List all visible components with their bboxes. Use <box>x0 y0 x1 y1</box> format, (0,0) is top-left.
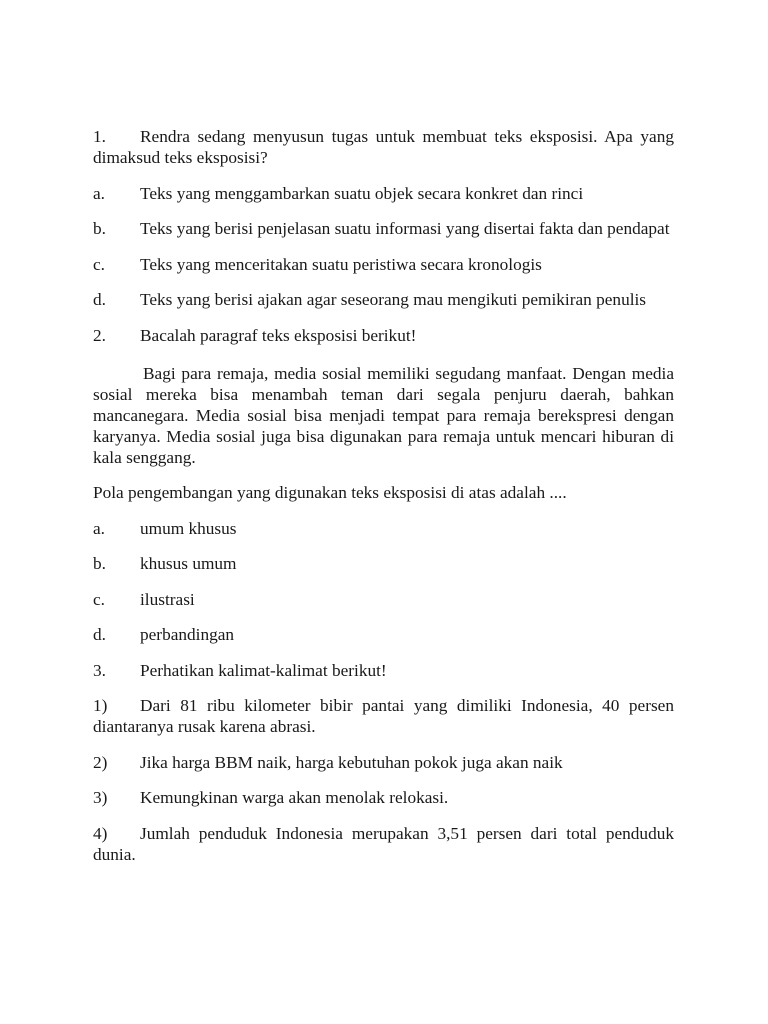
document-page <box>93 126 674 879</box>
question-1-option-d <box>93 289 674 310</box>
option-label: c. <box>93 254 105 274</box>
question-1-option-b <box>93 218 674 239</box>
item-label: 2) <box>93 752 108 772</box>
option-text: umum khusus <box>140 518 237 538</box>
item-label: 4) <box>93 823 108 843</box>
question-2-prompt: Pola pengembangan yang digunakan teks eksposisi di atas adalah .... <box>93 483 567 503</box>
question-3-item-3 <box>93 787 674 808</box>
question-text: Perhatikan kalimat-kalimat berikut! <box>140 660 387 680</box>
option-label: d. <box>93 625 106 645</box>
option-text: Teks yang berisi ajakan agar seseorang mau mengikuti pemikiran penulis <box>140 290 647 309</box>
question-number: 3. <box>93 660 106 680</box>
option-label: b. <box>93 554 106 574</box>
question-2 <box>93 325 674 346</box>
question-2-passage: Bagi para remaja, media sosial memiliki segudang manfaat. Dengan media sosial mereka bisa menambah teman dari segala penjuru daerah, bahkan mancanegara. Media sosial bisa menjadi tempat para remaja berekspresi dengan karyanya. Media sosial juga bisa digunakan para remaja untuk mencari hiburan di kala senggang. <box>93 363 674 467</box>
option-text: perbandingan <box>140 625 235 645</box>
option-text: Teks yang berisi penjelasan suatu informasi yang disertai fakta dan pendapat <box>140 219 670 238</box>
option-text: ilustrasi <box>140 589 195 609</box>
question-3-item-1 <box>93 695 674 737</box>
option-label: c. <box>93 589 105 609</box>
question-3 <box>93 660 674 681</box>
item-text: Dari 81 ribu kilometer bibir pantai yang dimiliki Indonesia, 40 persen diantaranya rusak karena abrasi. <box>93 696 674 737</box>
question-number: 2. <box>93 325 106 345</box>
question-number: 1. <box>93 127 106 146</box>
option-label: a. <box>93 518 105 538</box>
item-label: 3) <box>93 788 108 808</box>
question-2-option-a <box>93 518 674 539</box>
option-label: b. <box>93 219 106 238</box>
item-text: Jika harga BBM naik, harga kebutuhan pokok juga akan naik <box>140 752 563 772</box>
question-2-option-c <box>93 589 674 610</box>
item-label: 1) <box>93 696 108 716</box>
question-text: Rendra sedang menyusun tugas untuk membuat teks eksposisi. Apa yang dimaksud teks eksposisi? <box>93 127 674 167</box>
option-label: a. <box>93 183 105 203</box>
question-2-option-d <box>93 624 674 645</box>
question-3-item-4 <box>93 823 674 865</box>
question-2-option-b <box>93 553 674 574</box>
question-1-option-c <box>93 254 674 275</box>
question-text: Bacalah paragraf teks eksposisi berikut! <box>140 325 417 345</box>
option-text: Teks yang menceritakan suatu peristiwa secara kronologis <box>140 254 542 274</box>
question-1-option-a <box>93 183 674 204</box>
option-text: khusus umum <box>140 554 237 574</box>
question-3-item-2 <box>93 752 674 773</box>
option-label: d. <box>93 290 106 309</box>
item-text: Jumlah penduduk Indonesia merupakan 3,51 persen dari total penduduk dunia. <box>93 823 674 864</box>
question-1 <box>93 126 674 168</box>
option-text: Teks yang menggambarkan suatu objek secara konkret dan rinci <box>140 183 584 203</box>
item-text: Kemungkinan warga akan menolak relokasi. <box>140 788 449 808</box>
